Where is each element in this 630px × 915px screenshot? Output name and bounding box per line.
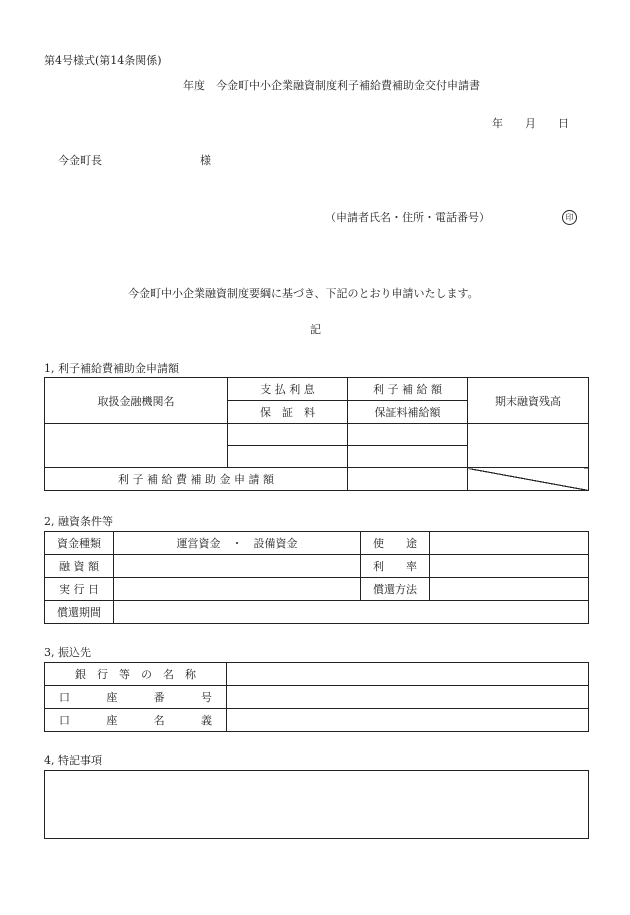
col-balance: 期末融資残高 [468,378,589,424]
ki-label: 記 [310,323,321,336]
section3-heading: 3, 振込先 [44,646,91,659]
col-interest-subsidy: 利 子 補 給 額 [348,378,468,401]
account-holder-char: 口 [59,714,70,727]
col-guarantee-fee: 保 証 料 [228,401,348,424]
seal-mark: 印 [562,210,577,225]
account-number-char: 番 [153,691,165,704]
rate-label: 利 率 [361,555,430,578]
applicant-info-label: （申請者氏名・住所・電話番号） [325,211,490,224]
payment-interest-field[interactable] [228,424,348,446]
balance-field[interactable] [468,424,589,468]
col-guarantee-subsidy: 保証料補給額 [348,401,468,424]
account-number-label [45,686,227,709]
section1-heading: 1, 利子補給費補助金申請額 [44,362,179,375]
loan-conditions-table [44,531,589,624]
execution-date-label: 実 行 日 [45,578,114,601]
interest-subsidy-field[interactable] [348,424,468,446]
account-holder-label [45,709,227,732]
purpose-label: 使 途 [361,532,430,555]
fund-type-label: 資金種類 [45,532,114,555]
repayment-period-field[interactable] [114,601,589,624]
repayment-period-label: 償還期間 [45,601,114,624]
account-number-char: 口 [59,691,70,704]
account-holder-char: 名 [153,714,165,727]
transfer-bank-name-field[interactable] [227,663,589,686]
bank-name-field[interactable] [45,424,228,468]
total-request-label: 利 子 補 給 費 補 助 金 申 請 額 [45,468,348,491]
account-holder-field[interactable] [227,709,589,732]
rate-field[interactable] [430,555,589,578]
addressee-honorific: 様 [200,154,211,167]
purpose-field[interactable] [430,532,589,555]
loan-amount-field[interactable] [114,555,361,578]
execution-date-field[interactable] [114,578,361,601]
total-request-field[interactable] [348,468,468,491]
bank-transfer-table [44,662,589,732]
section2-heading: 2, 融資条件等 [44,515,113,528]
account-number-char: 号 [200,691,212,704]
guarantee-fee-field[interactable] [228,446,348,468]
intro-text: 今金町中小企業融資制度要綱に基づき、下記のとおり申請いたします。 [128,287,479,300]
account-number-char: 座 [106,691,118,704]
date-line: 年 月 日 [492,117,569,130]
remarks-field[interactable] [44,770,589,839]
fund-type-options[interactable]: 運営資金 ・ 設備資金 [114,532,361,555]
guarantee-subsidy-field[interactable] [348,446,468,468]
subsidy-amount-table [44,377,589,491]
section4-heading: 4, 特記事項 [44,754,102,767]
account-number-field[interactable] [227,686,589,709]
col-payment-interest: 支 払 利 息 [228,378,348,401]
addressee: 今金町長 [58,154,102,167]
diagonal-cell [468,468,589,491]
form-number: 第4号様式(第14条関係) [44,54,162,67]
col-bank-name: 取扱金融機関名 [45,378,228,424]
account-holder-char: 義 [200,714,212,727]
bank-name-label: 銀 行 等 の 名 称 [45,663,227,686]
repayment-method-field[interactable] [430,578,589,601]
page-title: 年度 今金町中小企業融資制度利子補給費補助金交付申請書 [183,79,480,92]
loan-amount-label: 融 資 額 [45,555,114,578]
account-holder-char: 座 [106,714,118,727]
repayment-method-label: 償還方法 [361,578,430,601]
